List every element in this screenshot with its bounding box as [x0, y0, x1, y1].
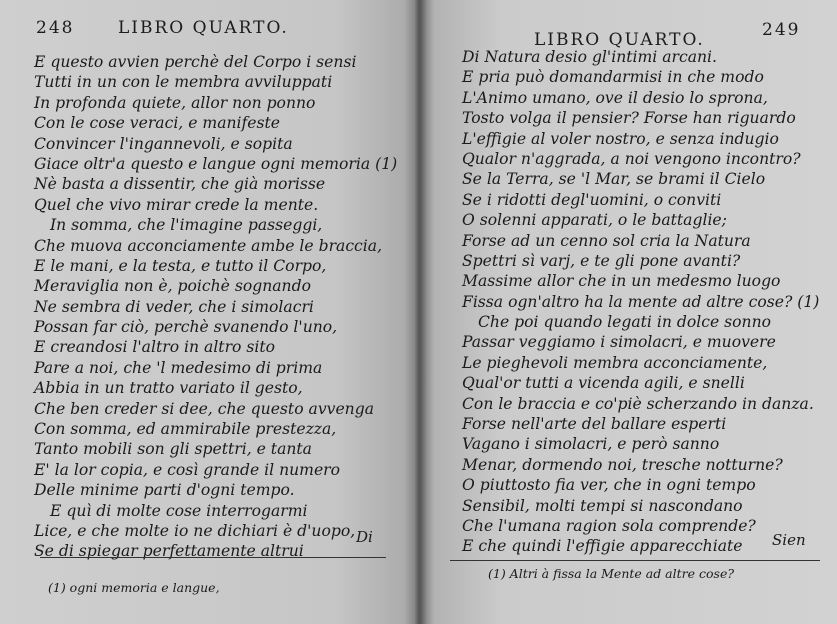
- text-line: In somma, che l'imagine passeggi,: [50, 216, 323, 235]
- text-line: Ne sembra di veder, che i simolacri: [34, 297, 314, 316]
- text-line: Forse nell'arte del ballare esperti: [462, 415, 727, 434]
- text-line: O solenni apparati, o le battaglie;: [462, 211, 727, 230]
- text-line: Giace oltr'a questo e langue ogni memoria (1): [34, 154, 398, 173]
- left-running-head: LIBRO QUARTO.: [118, 18, 289, 38]
- right-page-number: 249: [762, 20, 801, 40]
- right-footnote-rule: [450, 560, 820, 561]
- text-line: O piuttosto fia ver, che in ogni tempo: [462, 476, 756, 495]
- text-line: Nè basta a dissentir, che già morisse: [34, 175, 326, 194]
- text-line: Che l'umana ragion sola comprende?: [462, 516, 756, 535]
- text-line: E pria può domandarmisi in che modo: [462, 68, 764, 87]
- text-line: Che ben creder si dee, che questo avvenga: [34, 399, 375, 418]
- text-line: E' la lor copia, e così grande il numero: [34, 460, 341, 479]
- text-line: L'Animo umano, ove il desio lo sprona,: [462, 88, 768, 107]
- text-line: Tutti in un con le membra avviluppati: [34, 73, 333, 92]
- text-line: E quì di molte cose interrogarmi: [50, 501, 308, 520]
- text-line: Fissa ogn'altro ha la mente ad altre cose? (1): [462, 292, 820, 311]
- text-line: Tanto mobili son gli spettri, e tanta: [34, 440, 312, 459]
- text-line: Passar veggiamo i simolacri, e muovere: [462, 333, 776, 352]
- text-line: Possan far ciò, perchè svanendo l'uno,: [34, 318, 338, 337]
- text-line: Convincer l'ingannevoli, e sopita: [34, 134, 293, 153]
- right-footnote: (1) Altri à fissa la Mente ad altre cose?: [488, 566, 735, 581]
- text-line: Con somma, ed ammirabile prestezza,: [34, 420, 337, 439]
- right-running-head: LIBRO QUARTO.: [534, 30, 705, 50]
- text-line: Sensibil, molti tempi si nascondano: [462, 496, 743, 515]
- right-page-text: [462, 47, 819, 557]
- left-page-number: 248: [36, 18, 75, 38]
- text-line: Se i ridotti degl'uomini, o conviti: [462, 190, 722, 209]
- text-line: Che poi quando legati in dolce sonno: [478, 313, 771, 332]
- text-line: E creandosi l'altro in altro sito: [34, 338, 276, 357]
- text-line: Forse ad un cenno sol cria la Natura: [462, 231, 751, 250]
- text-line: Tosto volga il pensier? Forse han riguardo: [462, 109, 796, 128]
- left-footnote: (1) ogni memoria e langue,: [48, 580, 220, 595]
- text-line: Le pieghevoli membra acconciamente,: [462, 353, 768, 372]
- text-line: E questo avvien perchè del Corpo i sensi: [34, 53, 357, 71]
- text-line: Che muova acconciamente ambe le braccia,: [34, 236, 383, 255]
- text-line: Quel che vivo mirar crede la mente.: [34, 195, 319, 214]
- left-footnote-rule: [40, 557, 386, 558]
- text-line: Menar, dormendo noi, tresche notturne?: [462, 455, 783, 474]
- text-line: Massime allor che in un medesmo luogo: [462, 272, 781, 291]
- text-line: Se la Terra, se 'l Mar, se brami il Cielo: [462, 170, 766, 189]
- text-line: Meraviglia non è, poichè sognando: [34, 277, 311, 296]
- text-line: E che quindi l'effigie apparecchiate: [462, 537, 743, 556]
- text-line: Lice, e che molte io ne dichiari è d'uopo,: [34, 521, 356, 540]
- text-line: Spettri sì varj, e te gli pone avanti?: [462, 251, 741, 270]
- text-line: Qual'or tutti a vicenda agili, e snelli: [462, 374, 745, 393]
- left-page: [0, 0, 418, 624]
- text-line: Con le braccia e co'piè scherzando in danza.: [462, 394, 814, 413]
- left-catchword: Di: [356, 528, 373, 546]
- text-line: In profonda quiete, allor non ponno: [34, 93, 316, 112]
- text-line: Vagano i simolacri, e però sanno: [462, 435, 720, 454]
- text-line: Con le cose veraci, e manifeste: [34, 114, 281, 133]
- right-page: [420, 0, 837, 624]
- text-line: Pare a noi, che 'l medesimo di prima: [34, 358, 323, 377]
- right-catchword: Sien: [772, 531, 806, 549]
- text-line: Delle minime parti d'ogni tempo.: [34, 481, 295, 500]
- text-line: Qualor n'aggrada, a noi vengono incontro?: [462, 149, 801, 168]
- left-page-text: [34, 52, 397, 562]
- text-line: Abbia in un tratto variato il gesto,: [34, 379, 303, 398]
- text-line: L'effigie al voler nostro, e senza indugio: [462, 129, 779, 148]
- text-line: E le mani, e la testa, e tutto il Corpo,: [34, 256, 327, 275]
- text-line: Se di spiegar perfettamente altrui: [34, 542, 304, 561]
- text-line: Di Natura desio gl'intimi arcani.: [462, 48, 717, 66]
